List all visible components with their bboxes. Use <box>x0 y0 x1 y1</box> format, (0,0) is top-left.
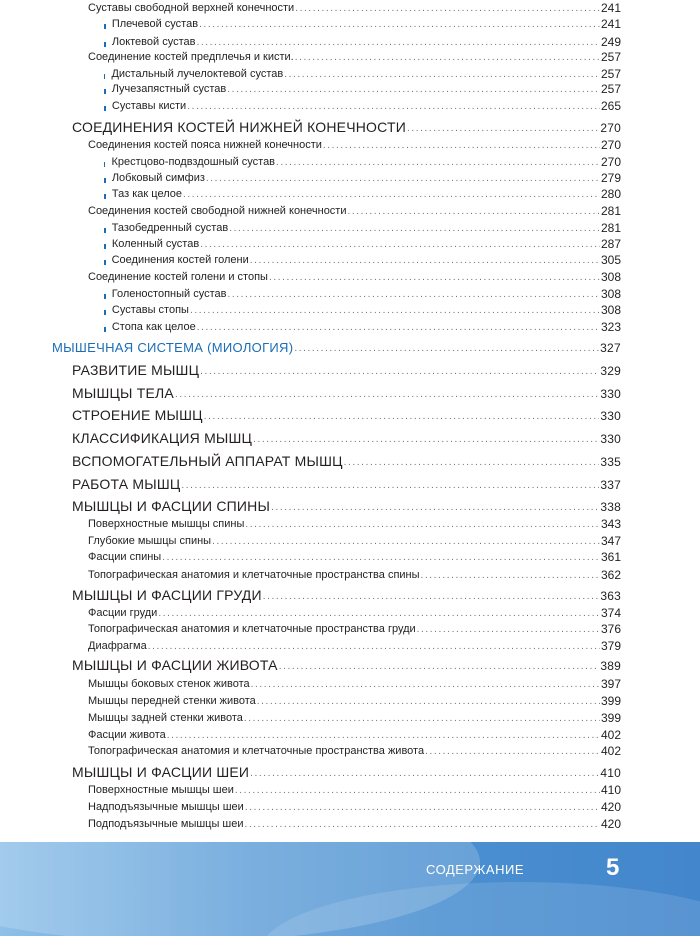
toc-entry-title: Суставы кисти <box>111 100 187 112</box>
toc-page-number: 308 <box>600 287 621 301</box>
toc-page-number: 402 <box>600 728 621 742</box>
toc-page-number: 249 <box>600 35 621 49</box>
toc-page-number: 397 <box>600 677 621 691</box>
toc-page-number: 241 <box>600 1 621 15</box>
toc-entry-title: СТРОЕНИЕ МЫШЦ <box>72 407 203 423</box>
toc-entry[interactable] <box>104 68 621 80</box>
toc-page-number: 265 <box>600 99 621 113</box>
toc-entry-title: Мышцы задней стенки живота <box>88 712 243 724</box>
dot-leader <box>279 662 600 672</box>
dot-leader <box>294 344 599 354</box>
dot-leader <box>196 38 600 48</box>
toc-page-number: 257 <box>600 67 621 81</box>
square-bullet-icon <box>104 260 106 265</box>
dot-leader <box>206 174 600 184</box>
dot-leader <box>407 124 599 134</box>
toc-page-number: 389 <box>600 659 621 673</box>
square-bullet-icon <box>104 310 106 315</box>
square-bullet-icon <box>104 194 106 199</box>
toc-page-number: 308 <box>600 303 621 317</box>
dot-leader <box>245 520 600 530</box>
toc-entry-title: МЫШЦЫ И ФАСЦИИ ЖИВОТА <box>72 657 278 673</box>
toc-entry-title: Мышцы передней стенки живота <box>88 695 256 707</box>
toc-page-number: 257 <box>600 82 621 96</box>
toc-page-number: 279 <box>600 171 621 185</box>
dot-leader <box>276 158 600 168</box>
toc-entry[interactable] <box>88 2 621 14</box>
toc-entry-title: МЫШЕЧНАЯ СИСТЕМА (МИОЛОГИЯ) <box>52 340 294 355</box>
toc-page-number: 241 <box>600 17 621 31</box>
toc-entry[interactable] <box>88 695 621 707</box>
toc-page-number: 343 <box>600 517 621 531</box>
dot-leader <box>227 85 600 95</box>
dot-leader <box>200 367 599 377</box>
toc-entry-title: РАЗВИТИЕ МЫШЦ <box>72 362 200 378</box>
toc-entry-title: РАБОТА МЫШЦ <box>72 476 181 492</box>
footer-section-title: СОДЕРЖАНИЕ <box>426 862 525 877</box>
toc-entry[interactable] <box>72 386 621 400</box>
toc-entry-title: МЫШЦЫ И ФАСЦИИ ШЕИ <box>72 764 250 780</box>
toc-page-number: 337 <box>600 478 621 492</box>
toc-page-number: 338 <box>600 500 621 514</box>
square-bullet-icon <box>104 42 106 47</box>
dot-leader <box>183 190 600 200</box>
toc-entry[interactable] <box>72 454 621 468</box>
toc-entry-title: Соединение костей предплечья и кисти. <box>88 51 294 63</box>
square-bullet-icon <box>104 74 105 79</box>
toc-entry-title: Фасции груди <box>88 607 158 619</box>
toc-entry[interactable] <box>88 205 621 217</box>
toc-entry-title: Стопа как целое <box>111 321 196 333</box>
dot-leader <box>200 240 600 250</box>
toc-entry-title: ВСПОМОГАТЕЛЬНЫЙ АППАРАТ МЫШЦ <box>72 453 343 469</box>
dot-leader <box>235 786 600 796</box>
toc-page-number: 335 <box>600 455 621 469</box>
dot-leader <box>284 70 600 80</box>
toc-entry[interactable] <box>88 139 621 151</box>
dot-leader <box>175 390 599 400</box>
toc-entry-title: МЫШЦЫ И ФАСЦИИ ГРУДИ <box>72 587 262 603</box>
toc-entry[interactable] <box>104 304 621 316</box>
toc-entry-title: СОЕДИНЕНИЯ КОСТЕЙ НИЖНЕЙ КОНЕЧНОСТИ <box>72 119 406 135</box>
toc-entry[interactable] <box>104 18 621 30</box>
toc-entry-title: Фасции живота <box>88 729 166 741</box>
toc-entry[interactable] <box>72 477 621 491</box>
toc-entry-title: Лучезапястный сустав <box>111 83 227 95</box>
toc-entry[interactable] <box>104 188 621 200</box>
dot-leader <box>187 102 600 112</box>
toc-page-number: 374 <box>600 606 621 620</box>
toc-entry[interactable] <box>104 156 621 168</box>
toc-entry-title: Локтевой сустав <box>111 36 196 48</box>
toc-entry[interactable] <box>88 640 621 652</box>
toc-entry-title: Суставы стопы <box>111 304 189 316</box>
toc-entry-title: Тазобедренный сустав <box>111 222 229 234</box>
toc-entry[interactable] <box>88 712 621 724</box>
footer-page-number: 5 <box>606 854 620 881</box>
toc-entry[interactable] <box>88 623 621 635</box>
dot-leader <box>425 747 600 757</box>
toc-entry-title: Таз как целое <box>111 188 182 200</box>
toc-entry-title: Подподъязычные мышцы шеи <box>88 818 244 830</box>
toc-entry-title: МЫШЦЫ И ФАСЦИИ СПИНЫ <box>72 498 271 514</box>
toc-page-number: 330 <box>600 409 621 423</box>
toc-entry[interactable] <box>104 36 621 48</box>
toc-entry-title: Надподъязычные мышцы шеи <box>88 801 244 813</box>
toc-entry[interactable] <box>72 588 621 602</box>
toc-entry[interactable] <box>88 535 621 547</box>
toc-entry-title: Соединения костей голени <box>111 254 249 266</box>
toc-entry-title: Крестцово-подвздошный сустав <box>111 156 276 168</box>
toc-entry[interactable] <box>88 784 621 796</box>
toc-entry[interactable] <box>104 83 621 95</box>
toc-entry[interactable] <box>88 271 621 283</box>
toc-page-number: 281 <box>600 204 621 218</box>
toc-page-number: 308 <box>600 270 621 284</box>
toc-entry-title: Топографическая анатомия и клетчаточные пространства груди <box>88 623 416 635</box>
dot-leader <box>181 481 599 491</box>
toc-entry[interactable] <box>88 51 621 63</box>
toc-entry[interactable] <box>52 341 621 354</box>
toc-entry[interactable] <box>88 745 621 757</box>
toc-entry-title: Диафрагма <box>88 640 147 652</box>
toc-entry[interactable] <box>104 100 621 112</box>
toc-page-number: 281 <box>600 221 621 235</box>
toc-entry[interactable] <box>104 254 621 266</box>
toc-entry-title: Соединения костей свободной нижней конечности <box>88 205 347 217</box>
toc-page-number: 376 <box>600 622 621 636</box>
toc-entry-title: Мышцы боковых стенок живота <box>88 678 250 690</box>
dot-leader <box>271 503 599 513</box>
toc-entry-title: МЫШЦЫ ТЕЛА <box>72 385 174 401</box>
dot-leader <box>295 53 600 63</box>
toc-page-number: 361 <box>600 550 621 564</box>
toc-page-number: 305 <box>600 253 621 267</box>
toc-entry[interactable] <box>88 729 621 741</box>
toc-entry[interactable] <box>88 607 621 619</box>
dot-leader <box>421 571 600 581</box>
toc-page-number: 410 <box>600 783 621 797</box>
dot-leader <box>257 697 600 707</box>
toc-entry[interactable] <box>72 499 621 513</box>
toc-entry[interactable] <box>104 222 621 234</box>
toc-entry[interactable] <box>72 408 621 422</box>
dot-leader <box>199 20 600 30</box>
toc-page-number: 280 <box>600 187 621 201</box>
toc-page-number: 270 <box>600 121 621 135</box>
toc-entry-title: Соединения костей пояса нижней конечности <box>88 139 322 151</box>
toc-entry[interactable] <box>88 551 621 563</box>
toc-entry-title: Поверхностные мышцы спины <box>88 518 245 530</box>
toc-entry-title: КЛАССИФИКАЦИЯ МЫШЦ <box>72 430 253 446</box>
toc-entry[interactable] <box>72 431 621 445</box>
dot-leader <box>245 820 600 830</box>
toc-page-number: 399 <box>600 694 621 708</box>
toc-entry-title: Топографическая анатомия и клетчаточные пространства спины <box>88 569 420 581</box>
toc-page-number: 257 <box>600 50 621 64</box>
toc-entry[interactable] <box>72 658 621 672</box>
dot-leader <box>344 458 600 468</box>
dot-leader <box>250 769 599 779</box>
toc-page-number: 270 <box>600 155 621 169</box>
toc-entry-title: Глубокие мышцы спины <box>88 535 212 547</box>
dot-leader <box>417 625 600 635</box>
toc-entry[interactable] <box>104 172 621 184</box>
square-bullet-icon <box>104 89 106 94</box>
toc-page-number: 379 <box>600 639 621 653</box>
dot-leader <box>263 592 600 602</box>
toc-entry-title: Суставы свободной верхней конечности <box>88 2 295 14</box>
dot-leader <box>148 642 600 652</box>
dot-leader <box>190 306 600 316</box>
square-bullet-icon <box>104 327 106 332</box>
toc-entry[interactable] <box>88 569 621 581</box>
toc-page-number: 410 <box>600 766 621 780</box>
dot-leader <box>295 4 600 14</box>
toc-page-number: 327 <box>600 341 621 355</box>
toc-page-number: 330 <box>600 387 621 401</box>
toc-entry[interactable] <box>104 238 621 250</box>
page-footer <box>0 842 700 936</box>
dot-leader <box>245 803 600 813</box>
dot-leader <box>227 290 600 300</box>
toc-entry[interactable] <box>72 363 621 377</box>
dot-leader <box>212 537 600 547</box>
toc-entry-title: Плечевой сустав <box>111 18 199 30</box>
dot-leader <box>250 256 600 266</box>
dot-leader <box>348 207 600 217</box>
toc-page-number: 420 <box>600 800 621 814</box>
square-bullet-icon <box>104 178 106 183</box>
dot-leader <box>229 224 600 234</box>
toc-entry[interactable] <box>88 801 621 813</box>
dot-leader <box>167 731 600 741</box>
square-bullet-icon <box>104 294 106 299</box>
toc-page-number: 270 <box>600 138 621 152</box>
toc-page-number: 347 <box>600 534 621 548</box>
toc-page-number: 420 <box>600 817 621 831</box>
square-bullet-icon <box>104 24 106 29</box>
toc-page-number: 399 <box>600 711 621 725</box>
toc-entry-title: Соединение костей голени и стопы <box>88 271 268 283</box>
dot-leader <box>253 435 599 445</box>
toc-entry-title: Фасции спины <box>88 551 162 563</box>
toc-entry-title: Топографическая анатомия и клетчаточные пространства живота <box>88 745 425 757</box>
toc-page-number: 287 <box>600 237 621 251</box>
square-bullet-icon <box>104 228 106 233</box>
toc-entry[interactable] <box>88 678 621 690</box>
toc-entry[interactable] <box>104 288 621 300</box>
toc-entry[interactable] <box>88 818 621 830</box>
dot-leader <box>204 412 600 422</box>
toc-entry-title: Лобковый симфиз <box>111 172 205 184</box>
toc-page-number: 323 <box>600 320 621 334</box>
square-bullet-icon <box>104 244 106 249</box>
toc-page-number: 329 <box>600 364 621 378</box>
dot-leader <box>197 323 600 333</box>
square-bullet-icon <box>104 106 106 111</box>
toc-entry-title: Дистальный лучелоктевой сустав <box>111 68 284 80</box>
toc-page-number: 362 <box>600 568 621 582</box>
toc-entry[interactable] <box>72 120 621 134</box>
dot-leader <box>251 680 600 690</box>
dot-leader <box>244 714 600 724</box>
dot-leader <box>162 553 600 563</box>
toc-page-number: 402 <box>600 744 621 758</box>
toc-entry[interactable] <box>104 321 621 333</box>
square-bullet-icon <box>104 162 105 167</box>
toc-entry-title: Голеностопный сустав <box>111 288 227 300</box>
toc-entry[interactable] <box>72 765 621 779</box>
dot-leader <box>269 273 600 283</box>
dot-leader <box>158 609 600 619</box>
dot-leader <box>323 141 600 151</box>
toc-entry-title: Поверхностные мышцы шеи <box>88 784 234 796</box>
toc-entry[interactable] <box>88 518 621 530</box>
toc-page-number: 363 <box>600 589 621 603</box>
toc-entry-title: Коленный сустав <box>111 238 200 250</box>
toc-page-number: 330 <box>600 432 621 446</box>
